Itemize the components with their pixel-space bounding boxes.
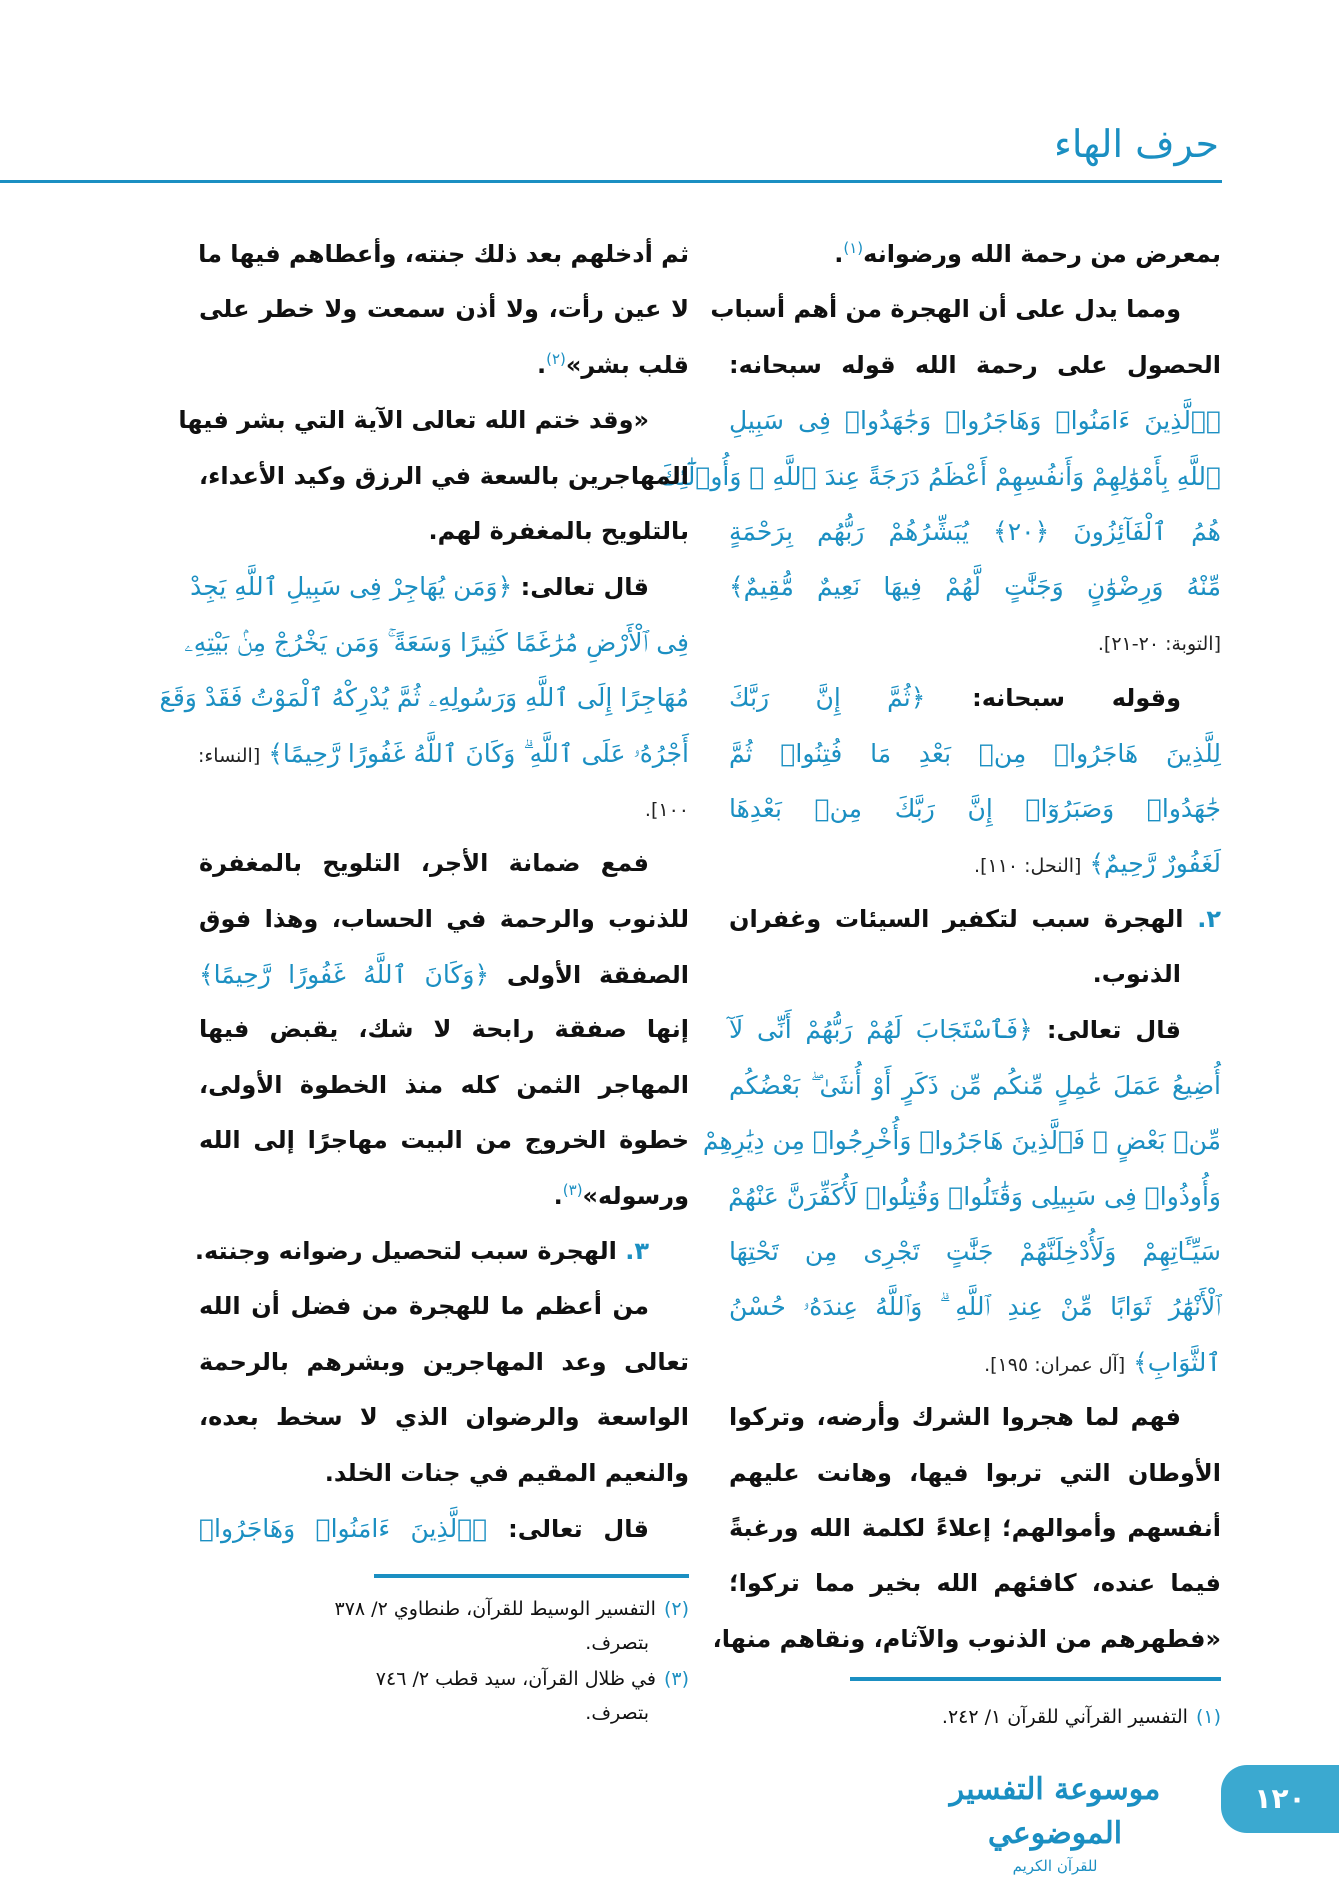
body-text: ومما يدل على أن الهجرة من أهم أسباب [710, 295, 1181, 324]
text-line [199, 1058, 689, 1113]
body-text: قال تعالى: [1032, 1016, 1181, 1045]
quran-verse: مِّنْهُ وَرِضْوَٰنٍ وَجَنَّٰتٍ لَّهُمْ فِيهَا نَعِيمٌ مُّقِيمٌ﴾ [729, 572, 1221, 602]
body-text: المهاجرين بالسعة في الرزق وكيد الأعداء، [199, 461, 689, 490]
text-line [729, 1169, 1221, 1224]
text-line [729, 1279, 1221, 1334]
footnote-reference[interactable]: (٣) [562, 1180, 583, 1199]
logo-subtitle: للقرآن الكريم [1012, 1857, 1098, 1875]
left-column [159, 227, 689, 1556]
text-line [199, 227, 689, 282]
text-line [199, 1002, 689, 1057]
chapter-title: حرف الهاء [1053, 122, 1219, 166]
quran-verse: أَجْرُهُۥ عَلَى ٱللَّهِ ۗ وَكَانَ ٱللَّهُ غَفُورًا رَّحِيمًا﴾ [260, 738, 689, 768]
quran-verse: ﴿ثُمَّ إِنَّ رَبَّكَ [729, 683, 926, 713]
verse-reference: [النحل: ١١٠]. [974, 855, 1082, 878]
text-line [729, 615, 1221, 670]
text-line [729, 1058, 1221, 1113]
text-line [729, 1390, 1221, 1445]
text-line [729, 1501, 1221, 1556]
body-text: «وقد ختم الله تعالى الآية التي بشر فيها [178, 406, 649, 435]
text-line [159, 670, 689, 725]
text-line [729, 670, 1221, 725]
body-text: . [834, 240, 844, 268]
text-line [729, 1556, 1221, 1611]
text-line [729, 836, 1221, 891]
text-line [199, 282, 689, 337]
footnote-reference[interactable]: (١) [843, 239, 864, 257]
text-line [199, 338, 689, 393]
text-line [729, 947, 1221, 1002]
section-number: ٢. [1183, 904, 1222, 933]
footnote [199, 1592, 689, 1660]
body-text: «فطهرهم من الذنوب والآثام، ونقاهم منها، [712, 1624, 1221, 1653]
text-line [729, 1224, 1221, 1279]
body-text: قال تعالى: [512, 573, 649, 602]
text-line [199, 1446, 689, 1501]
quran-verse: وَأُوذُوا۟ فِى سَبِيلِى وَقَٰتَلُوا۟ وَقُتِلُوا۟ لَأُكَفِّرَنَّ عَنْهُمْ [728, 1181, 1221, 1211]
body-text: فمع ضمانة الأجر، التلويح بالمغفرة [199, 849, 649, 878]
text-line [184, 615, 689, 670]
body-text: الحصول على رحمة الله قوله سبحانه: [729, 350, 1221, 379]
body-text: فهم لما هجروا الشرك وأرضه، وتركوا [729, 1403, 1181, 1432]
text-line [199, 504, 689, 559]
body-text: الأوطان التي تربوا فيها، وهانت عليهم [729, 1458, 1221, 1487]
text-line [729, 1002, 1221, 1057]
footnote-text: في ظلال القرآن، سيد قطب ٢/ ٧٤٦ [375, 1668, 656, 1690]
footnote-continuation: بتصرف. [585, 1702, 649, 1724]
quran-verse: مُهَاجِرًا إِلَى ٱللَّهِ وَرَسُولِهِۦ ثُمَّ يُدْرِكْهُ ٱلْمَوْتُ فَقَدْ وَقَعَ [159, 683, 689, 713]
quran-verse: هُمُ ٱلْفَآئِزُونَ ﴿٢٠﴾ يُبَشِّرُهُمْ رَبُّهُم بِرَحْمَةٍ [729, 516, 1221, 546]
page-number: ١٢٠ [1221, 1765, 1339, 1833]
footnote-text: التفسير الوسيط للقرآن، طنطاوي ٢/ ٣٧٨ [334, 1598, 656, 1620]
text-line [199, 892, 689, 947]
text-line [729, 781, 1221, 836]
quran-verse: ﴿فَٱسْتَجَابَ لَهُمْ رَبُّهُمْ أَنِّى لَآ [729, 1015, 1033, 1045]
body-text: وقوله سبحانه: [925, 684, 1181, 713]
footnote-mark: (١) [1195, 1706, 1221, 1728]
body-text: ورسوله» [582, 1181, 689, 1210]
body-text: المهاجر الثمن كله منذ الخطوة الأولى، [199, 1070, 689, 1099]
quran-verse: سَيِّـَٔاتِهِمْ وَلَأُدْخِلَنَّهُمْ جَنَّٰتٍ تَجْرِى مِن تَحْتِهَا [729, 1237, 1221, 1267]
quran-verse: لِلَّذِينَ هَاجَرُوا۟ مِنۢ بَعْدِ مَا فُتِنُوا۟ ثُمَّ [729, 738, 1221, 768]
body-text: لا عين رأت، ولا أذن سمعت ولا خطر على [199, 295, 689, 324]
header-divider [0, 180, 1222, 183]
footnote-mark: (٢) [663, 1598, 689, 1620]
footnote-continuation: بتصرف. [585, 1632, 649, 1654]
body-text: تعالى وعد المهاجرين وبشرهم بالرحمة [199, 1347, 689, 1376]
quran-verse: ٱلثَّوَابِ﴾ [1125, 1347, 1221, 1377]
text-line [190, 559, 689, 614]
body-text: خطوة الخروج من البيت مهاجرًا إلى الله [199, 1126, 689, 1155]
quran-verse: مِّنۢ بَعْضٍ ۖ فَٱلَّذِينَ هَاجَرُوا۟ وَأُخْرِجُوا۟ مِن دِيَٰرِهِمْ [702, 1126, 1221, 1156]
text-line [199, 1335, 689, 1390]
text-line [729, 559, 1221, 614]
text-line [659, 449, 1221, 504]
text-line [199, 836, 689, 891]
text-line [199, 1501, 689, 1556]
footnote-text: التفسير القرآني للقرآن ١/ ٢٤٢. [941, 1706, 1188, 1728]
footnote [199, 1662, 689, 1730]
footnote-separator [850, 1677, 1221, 1681]
body-text: والنعيم المقيم في جنات الخلد. [324, 1458, 689, 1487]
body-text: . [553, 1181, 563, 1210]
text-line [729, 393, 1221, 448]
body-text: . [536, 350, 547, 379]
quran-verse: ٱلْأَنْهَٰرُ ثَوَابًا مِّنْ عِندِ ٱللَّهِ ۗ وَٱللَّهُ عِندَهُۥ حُسْنُ [729, 1292, 1221, 1322]
body-text: أنفسهم وأموالهم؛ إعلاءً لكلمة الله ورغبةً [729, 1513, 1221, 1542]
footnote-reference[interactable]: (٢) [546, 349, 566, 368]
body-text: الذنوب. [1092, 960, 1181, 989]
body-text: قلب بشر» [565, 350, 689, 379]
body-text: ثم أدخلهم بعد ذلك جنته، وأعطاهم فيها ما [198, 240, 689, 268]
text-line [199, 781, 689, 836]
text-line [199, 1113, 689, 1168]
body-text: الهجرة سبب لتكفير السيئات وغفران [729, 904, 1184, 933]
verse-reference: ١٠٠]. [644, 798, 689, 821]
body-text: قال تعالى: [487, 1514, 649, 1543]
text-line [199, 1390, 689, 1445]
footnote-separator [374, 1574, 689, 1578]
body-text: إنها صفقة رابحة لا شك، يقبض فيها [199, 1015, 689, 1044]
quran-verse: لَغَفُورٌ رَّحِيمٌ﴾ [1081, 849, 1221, 879]
footnote-mark: (٣) [663, 1668, 689, 1690]
text-line [729, 227, 1221, 282]
text-line [712, 1612, 1221, 1667]
text-line [729, 504, 1221, 559]
quran-verse: ﴿وَكَانَ ٱللَّهُ غَفُورًا رَّحِيمًا﴾ [199, 960, 490, 990]
text-line [178, 393, 689, 448]
verse-reference: [آل عمران: ١٩٥]. [984, 1353, 1126, 1376]
text-line [729, 726, 1221, 781]
body-text: الواسعة والرضوان الذي لا سخط بعده، [199, 1403, 689, 1432]
quran-verse: أُضِيعُ عَمَلَ عَٰمِلٍ مِّنكُم مِّن ذَكَرٍ أَوْ أُنثَىٰ ۖ بَعْضُكُم [729, 1070, 1221, 1100]
text-line [199, 1279, 689, 1334]
body-text: فيما عنده، كافئهم الله بخير مما تركوا؛ [729, 1569, 1221, 1598]
text-line [194, 1224, 689, 1279]
body-text: بمعرض من رحمة الله ورضوانه [863, 240, 1221, 268]
quran-verse: ﴿وَمَن يُهَاجِرْ فِى سَبِيلِ ٱللَّهِ يَجِدْ [190, 572, 513, 602]
section-number: ٣. [616, 1237, 649, 1266]
body-text: للذنوب والرحمة في الحساب، وهذا فوق [199, 904, 689, 933]
text-line [702, 1113, 1221, 1168]
logo-title: موسوعة التفسير الموضوعي [949, 1772, 1161, 1851]
quran-verse: ٱللَّهِ بِأَمْوَٰلِهِمْ وَأَنفُسِهِمْ أَعْظَمُ دَرَجَةً عِندَ ٱللَّهِ ۚ وَأُو۟لَٰٓئِكَ [659, 461, 1221, 491]
text-line [710, 282, 1221, 337]
body-text: الصفقة الأولى [489, 961, 689, 990]
encyclopedia-logo [934, 1768, 1176, 1875]
verse-reference: [النساء: [197, 744, 261, 767]
verse-reference: [التوبة: ٢٠-٢١]. [1097, 632, 1221, 655]
quran-verse: جَٰهَدُوا۟ وَصَبَرُوٓا۟ إِنَّ رَبَّكَ مِنۢ بَعْدِهَا [729, 793, 1221, 823]
text-line [729, 892, 1221, 947]
quran-verse: ﴿ٱلَّذِينَ ءَامَنُوا۟ وَهَاجَرُوا۟ وَجَٰهَدُوا۟ فِى سَبِيلِ [729, 406, 1221, 436]
text-line [199, 449, 689, 504]
body-text: الهجرة سبب لتحصيل رضوانه وجنته. [194, 1237, 617, 1266]
text-line [729, 338, 1221, 393]
text-line [199, 947, 689, 1002]
text-line [729, 1446, 1221, 1501]
text-line [729, 1335, 1221, 1390]
body-text: من أعظم ما للهجرة من فضل أن الله [199, 1292, 649, 1321]
footnote [729, 1700, 1221, 1734]
text-line [199, 726, 689, 781]
quran-verse: ﴿ٱلَّذِينَ ءَامَنُوا۟ وَهَاجَرُوا۟ [199, 1513, 488, 1543]
quran-verse: فِى ٱلْأَرْضِ مُرَٰغَمًا كَثِيرًا وَسَعَةً ۚ وَمَن يَخْرُجْ مِنۢ بَيْتِهِۦ [184, 627, 689, 657]
body-text: بالتلويح بالمغفرة لهم. [428, 516, 689, 545]
text-line [199, 1169, 689, 1224]
